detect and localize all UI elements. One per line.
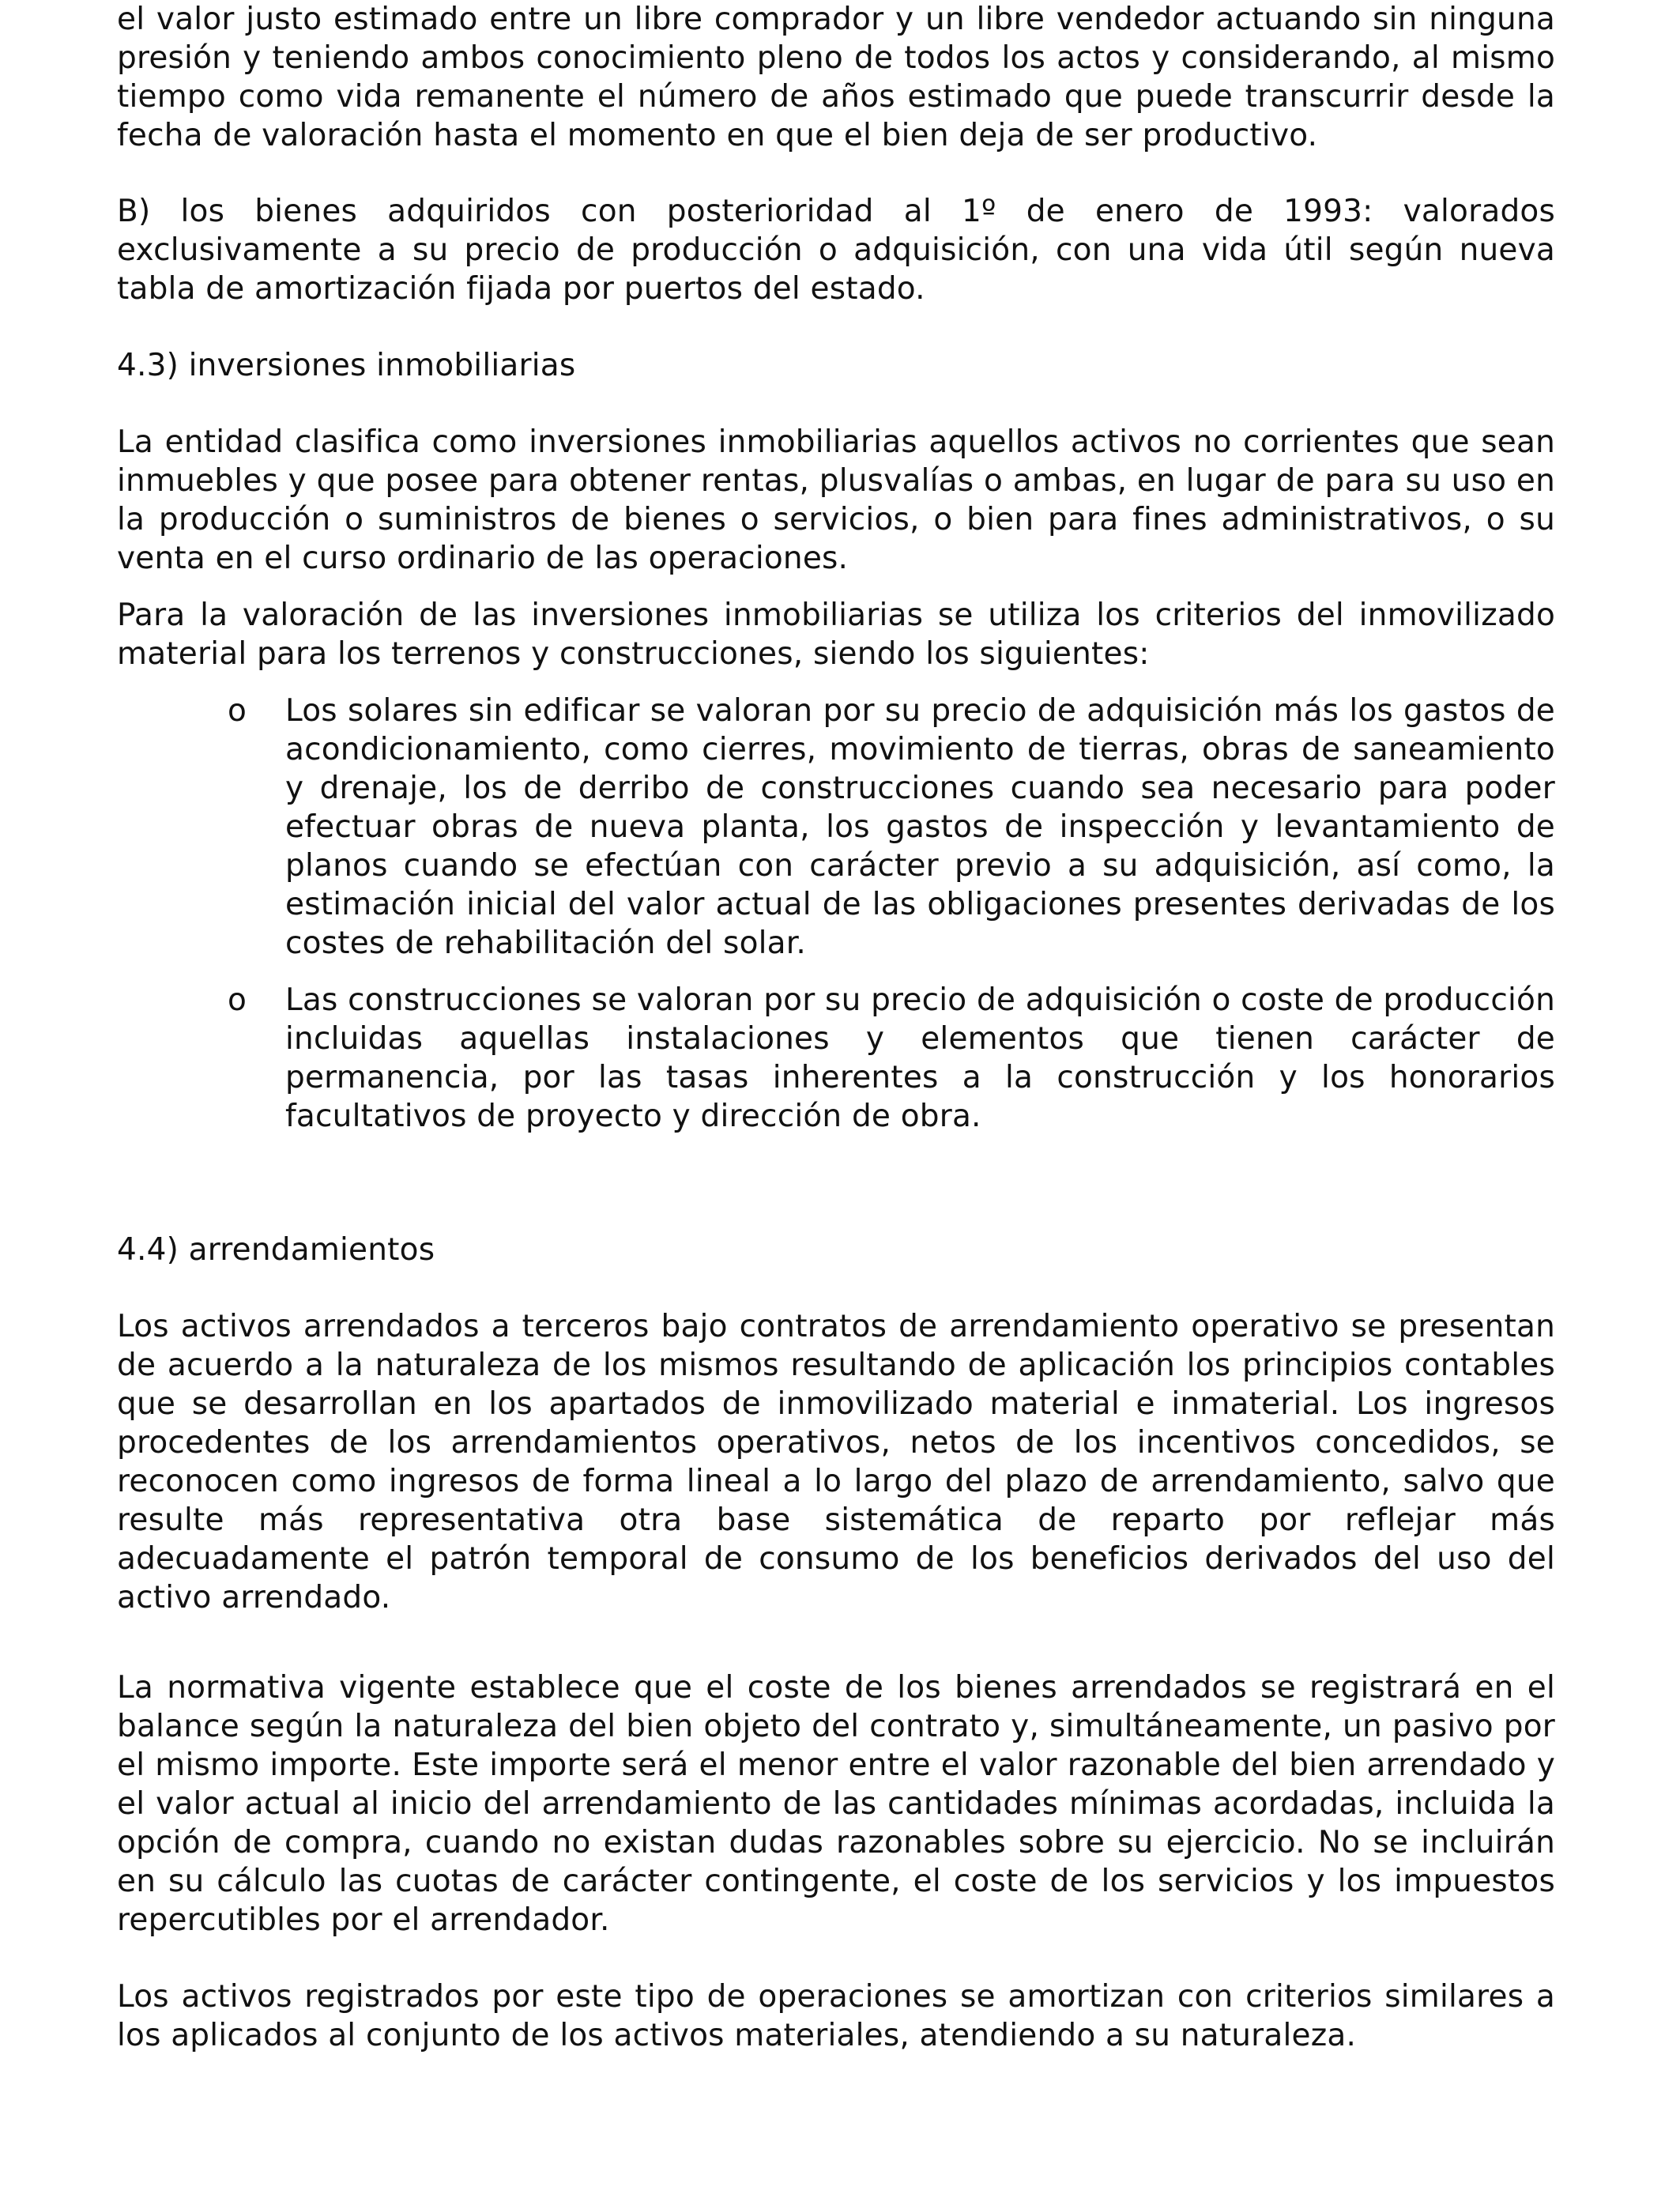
- list-item-construcciones: [117, 981, 1555, 1136]
- paragraph-normativa-vigente: La normativa vigente establece que el coste de los bienes arrendados se registrará en el balance según la naturaleza del bien objeto del contrato y, simultáneamente, un pasivo por el mismo importe. Este importe será el menor entre el valor razonable del bien arrendado y el valor actual al inicio del arrendamiento de las cantidades mínimas acordadas, incluida la opción de compra, cuando no existan dudas razonables sobre su ejercicio. No se incluirán en su cálculo las cuotas de carácter contingente, el coste de los servicios y los impuestos repercutibles por el arrendador.: [117, 1670, 1555, 1938]
- paragraph-valor-justo: el valor justo estimado entre un libre comprador y un libre vendedor actuando sin ninguna presión y teniendo ambos conocimiento pleno de todos los actos y considerando, al mismo tiempo como vida remanente el número de años estimado que puede transcurrir desde la fecha de valoración hasta el momento en que el bien deja de ser productivo.: [117, 2, 1555, 153]
- paragraph-activos-arrendados: Los activos arrendados a terceros bajo contratos de arrendamiento operativo se presentan de acuerdo a la naturaleza de los mismos resultando de aplicación los principios contables que se desarrollan en los apartados de inmovilizado material e inmaterial. Los ingresos procedentes de los arrendamientos operativos, netos de los incentivos concedidos, se reconocen como ingresos de forma lineal a lo largo del plazo de arrendamiento, salvo que resulte más representativa otra base sistemática de reparto por reflejar más adecuadamente el patrón temporal de consumo de los beneficios derivados del uso del activo arrendado.: [117, 1309, 1555, 1615]
- paragraph-clasificacion-inversiones: La entidad clasifica como inversiones inmobiliarias aquellos activos no corrientes que sean inmuebles y que posee para obtener rentas, plusvalías o ambas, en lugar de para su uso en la producción o suministros de bienes o servicios, o bien para fines administrativos, o su venta en el curso ordinario de las operaciones.: [117, 424, 1555, 576]
- valuation-criteria-list: [117, 692, 1555, 1136]
- list-item-text: Las construcciones se valoran por su precio de adquisición o coste de producción incluidas aquellas instalaciones y elementos que tienen carácter de permanencia, por las tasas inherentes a la construcción y los honorarios facultativos de proyecto y dirección de obra.: [285, 982, 1555, 1134]
- list-item-text: Los solares sin edificar se valoran por su precio de adquisición más los gastos de acondicionamiento, como cierres, movimiento de tierras, obras de saneamiento y drenaje, los de derribo de construcciones cuando sea necesario para poder efectuar obras de nueva planta, los gastos de inspección y levantamiento de planos cuando se efectúan con carácter previo a su adquisición, así como, la estimación inicial del valor actual de las obligaciones presentes derivadas de los costes de rehabilitación del solar.: [285, 693, 1555, 961]
- paragraph-amortizacion-activos: Los activos registrados por este tipo de operaciones se amortizan con criterios similares a los aplicados al conjunto de los activos materiales, atendiendo a su naturaleza.: [117, 1979, 1555, 2053]
- section-heading-inversiones-inmobiliarias: 4.3) inversiones inmobiliarias: [117, 348, 576, 383]
- bullet-circle-icon: o: [228, 982, 247, 1018]
- list-item-solares: [117, 692, 1555, 963]
- bullet-circle-icon: o: [228, 693, 247, 729]
- document-page: [117, 0, 1555, 2055]
- paragraph-criterios-valoracion: Para la valoración de las inversiones inmobiliarias se utiliza los criterios del inmovilizado material para los terrenos y construcciones, siendo los siguientes:: [117, 598, 1555, 672]
- paragraph-bienes-posteriores-1993: B) los bienes adquiridos con posterioridad al 1º de enero de 1993: valorados exclusivamente a su precio de producción o adquisición, con una vida útil según nueva tabla de amortización fijada por puertos del estado.: [117, 194, 1555, 307]
- section-heading-arrendamientos: 4.4) arrendamientos: [117, 1232, 435, 1268]
